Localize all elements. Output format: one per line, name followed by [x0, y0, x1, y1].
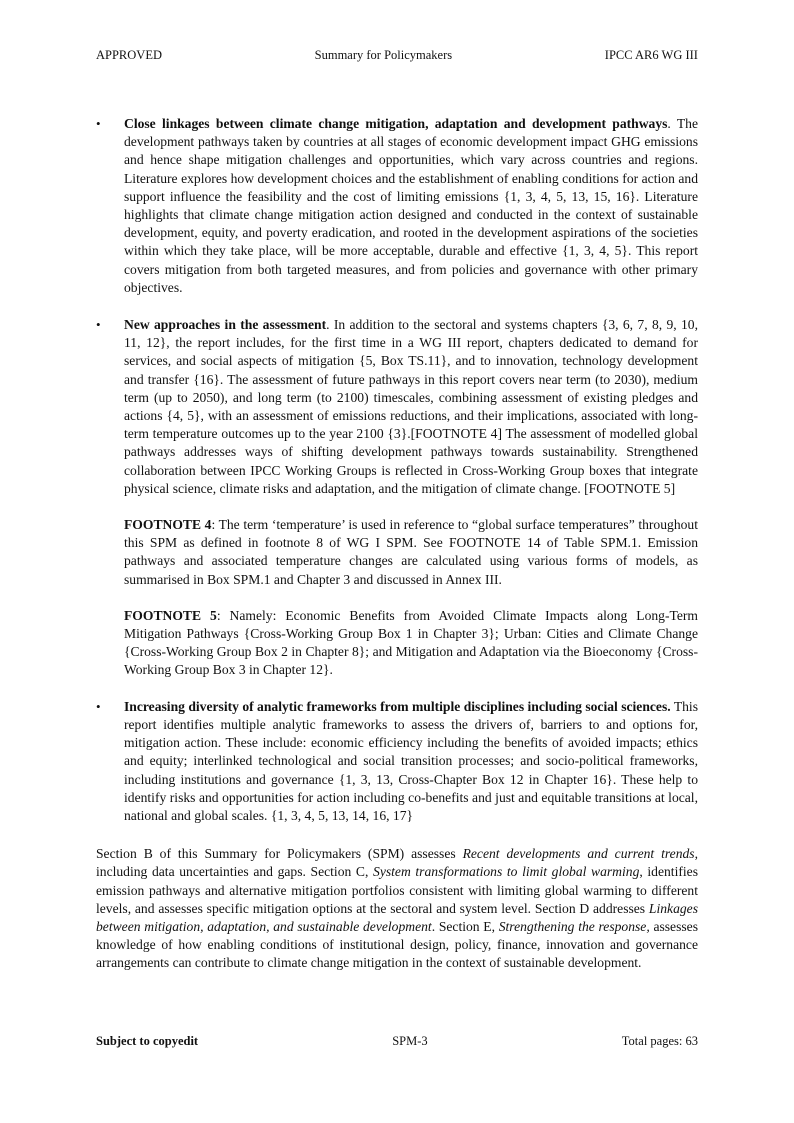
bullet-text: . In addition to the sectoral and systems chapters {3, 6, 7, 8, 9, 10, 11, 12}, the report includes, for the first time in a WG III report, chapters dedicated to demand for services, and social aspects of mitigation {5, Box TS.11}, and to innovation, technology development and transfer {16}. The assessment of future pathways in this report covers near term (to 2030), medium term (up to 2050), and long term (to 2100) timescales, combining assessment of existing pledges and actions {4, 5}, with an assessment of emissions reductions, and their implications, associated with long-term temperature outcomes up to the year 2100 {3}.[FOOTNOTE 4] The assessment of modelled global pathways addresses ways of shifting development pathways towards sustainability. Strengthened collaboration between IPCC Working Groups is reflected in Cross-Working Group boxes that integrate physical science, climate risks and adaptation, and the mitigation of climate change. [FOOTNOTE 5] [124, 317, 698, 496]
section-d-title: Linkages between mitigation, adaptation, and sustainable development [96, 900, 698, 934]
footnote-label: FOOTNOTE 4 [124, 517, 212, 533]
footnote-paragraph [124, 607, 698, 680]
footer-copyedit-note: Subject to copyedit [96, 1034, 199, 1048]
page-body [96, 115, 698, 973]
section-b-title: Recent developments and current trends [462, 846, 695, 862]
overview-text: . Section E, [431, 918, 499, 934]
footnote-4 [96, 516, 698, 589]
overview-text: , including data uncertainties and gaps. Section C, [96, 846, 698, 880]
bullet-icon: • [96, 317, 101, 333]
header-report: IPCC AR6 WG III [604, 48, 698, 62]
section-e-title: Strengthening the response, [498, 918, 650, 934]
bullet-item-frameworks [96, 698, 698, 825]
bullet-item-new-approaches [96, 316, 698, 498]
footnote-paragraph [124, 516, 698, 589]
header-title: Summary for Policymakers [314, 48, 453, 62]
footnote-text: : The term ‘temperature’ is used in reference to “global surface temperatures” throughout this SPM as defined in footnote 8 of WG I SPM. See FOOTNOTE 14 of Table SPM.1. Emission pathways and associated temperature changes are calculated using various forms of models, as summarised in Box SPM.1 and Chapter 3 and discussed in Annex III. [124, 517, 698, 587]
page-footer [96, 1034, 698, 1048]
header-status: APPROVED [96, 48, 162, 62]
section-c-title: System transformations to limit global warming [373, 864, 640, 880]
total-pages: Total pages: 63 [621, 1034, 698, 1048]
bullet-heading: Close linkages between climate change mitigation, adaptation and development pathways [124, 116, 668, 131]
page-number: SPM-3 [392, 1034, 428, 1048]
section-overview-paragraph [96, 845, 698, 972]
bullet-heading: New approaches in the assessment [124, 317, 327, 333]
bullet-icon: • [96, 116, 101, 131]
bullet-item-linkages [96, 115, 698, 297]
page-header [96, 48, 698, 62]
overview-text: assesses knowledge of how enabling conditions of institutional design, policy, finance, innovation and governance arrangements can contribute to climate change mitigation in the context of sustainable development. [96, 918, 698, 971]
bullet-paragraph [124, 115, 698, 297]
footnote-text: : Namely: Economic Benefits from Avoided Climate Impacts along Long-Term Mitigation Pathways {Cross-Working Group Box 1 in Chapter 3}; Urban: Cities and Climate Change {Cross-Working Group Box 2 in Chapter 8}; and Mitigation and Adaptation via the Bioeconomy {Cross-Working Group Box 3 in Chapter 12}. [124, 607, 698, 678]
bullet-text: This report identifies multiple analytic frameworks to assess the drivers of, barriers to and options for, mitigation action. These include: economic efficiency including the benefits of avoided impacts; ethics and equity; interlinked technological and social transition processes; and socio-political frameworks, including institutions and governance {1, 3, 13, Cross-Chapter Box 12 in Chapter 16}. These help to identify risks and opportunities for action including co-benefits and just and equitable transitions at local, national and global scales. {1, 3, 4, 5, 13, 14, 16, 17} [124, 698, 698, 823]
bullet-heading: Increasing diversity of analytic frameworks from multiple disciplines including social sciences. [124, 698, 671, 714]
bullet-paragraph [124, 316, 698, 498]
bullet-icon: • [96, 698, 101, 714]
overview-text: , identifies emission pathways and alternative mitigation portfolios consistent with limiting global warming to different levels, and assesses specific mitigation options at the sectoral and system level. Section D addresses [96, 864, 698, 916]
footnote-label: FOOTNOTE 5 [124, 607, 217, 623]
footnote-5 [96, 607, 698, 680]
bullet-text: . The development pathways taken by countries at all stages of economic development impact GHG emissions and hence shape mitigation challenges and opportunities, which vary across countries and regions. Literature explores how development choices and the establishment of enabling conditions for action and support influence the feasibility and the cost of limiting emissions {1, 3, 4, 5, 13, 15, 16}. Literature highlights that climate change mitigation action designed and conducted in the context of sustainable development, equity, and poverty eradication, and rooted in the development aspirations of the societies within which they take place, will be more acceptable, durable and effective {1, 3, 4, 5}. This report covers mitigation from both targeted measures, and from policies and governance with other primary objectives. [124, 116, 699, 295]
bullet-paragraph [124, 698, 698, 825]
overview-text: Section B of this Summary for Policymakers (SPM) assesses [96, 846, 463, 862]
